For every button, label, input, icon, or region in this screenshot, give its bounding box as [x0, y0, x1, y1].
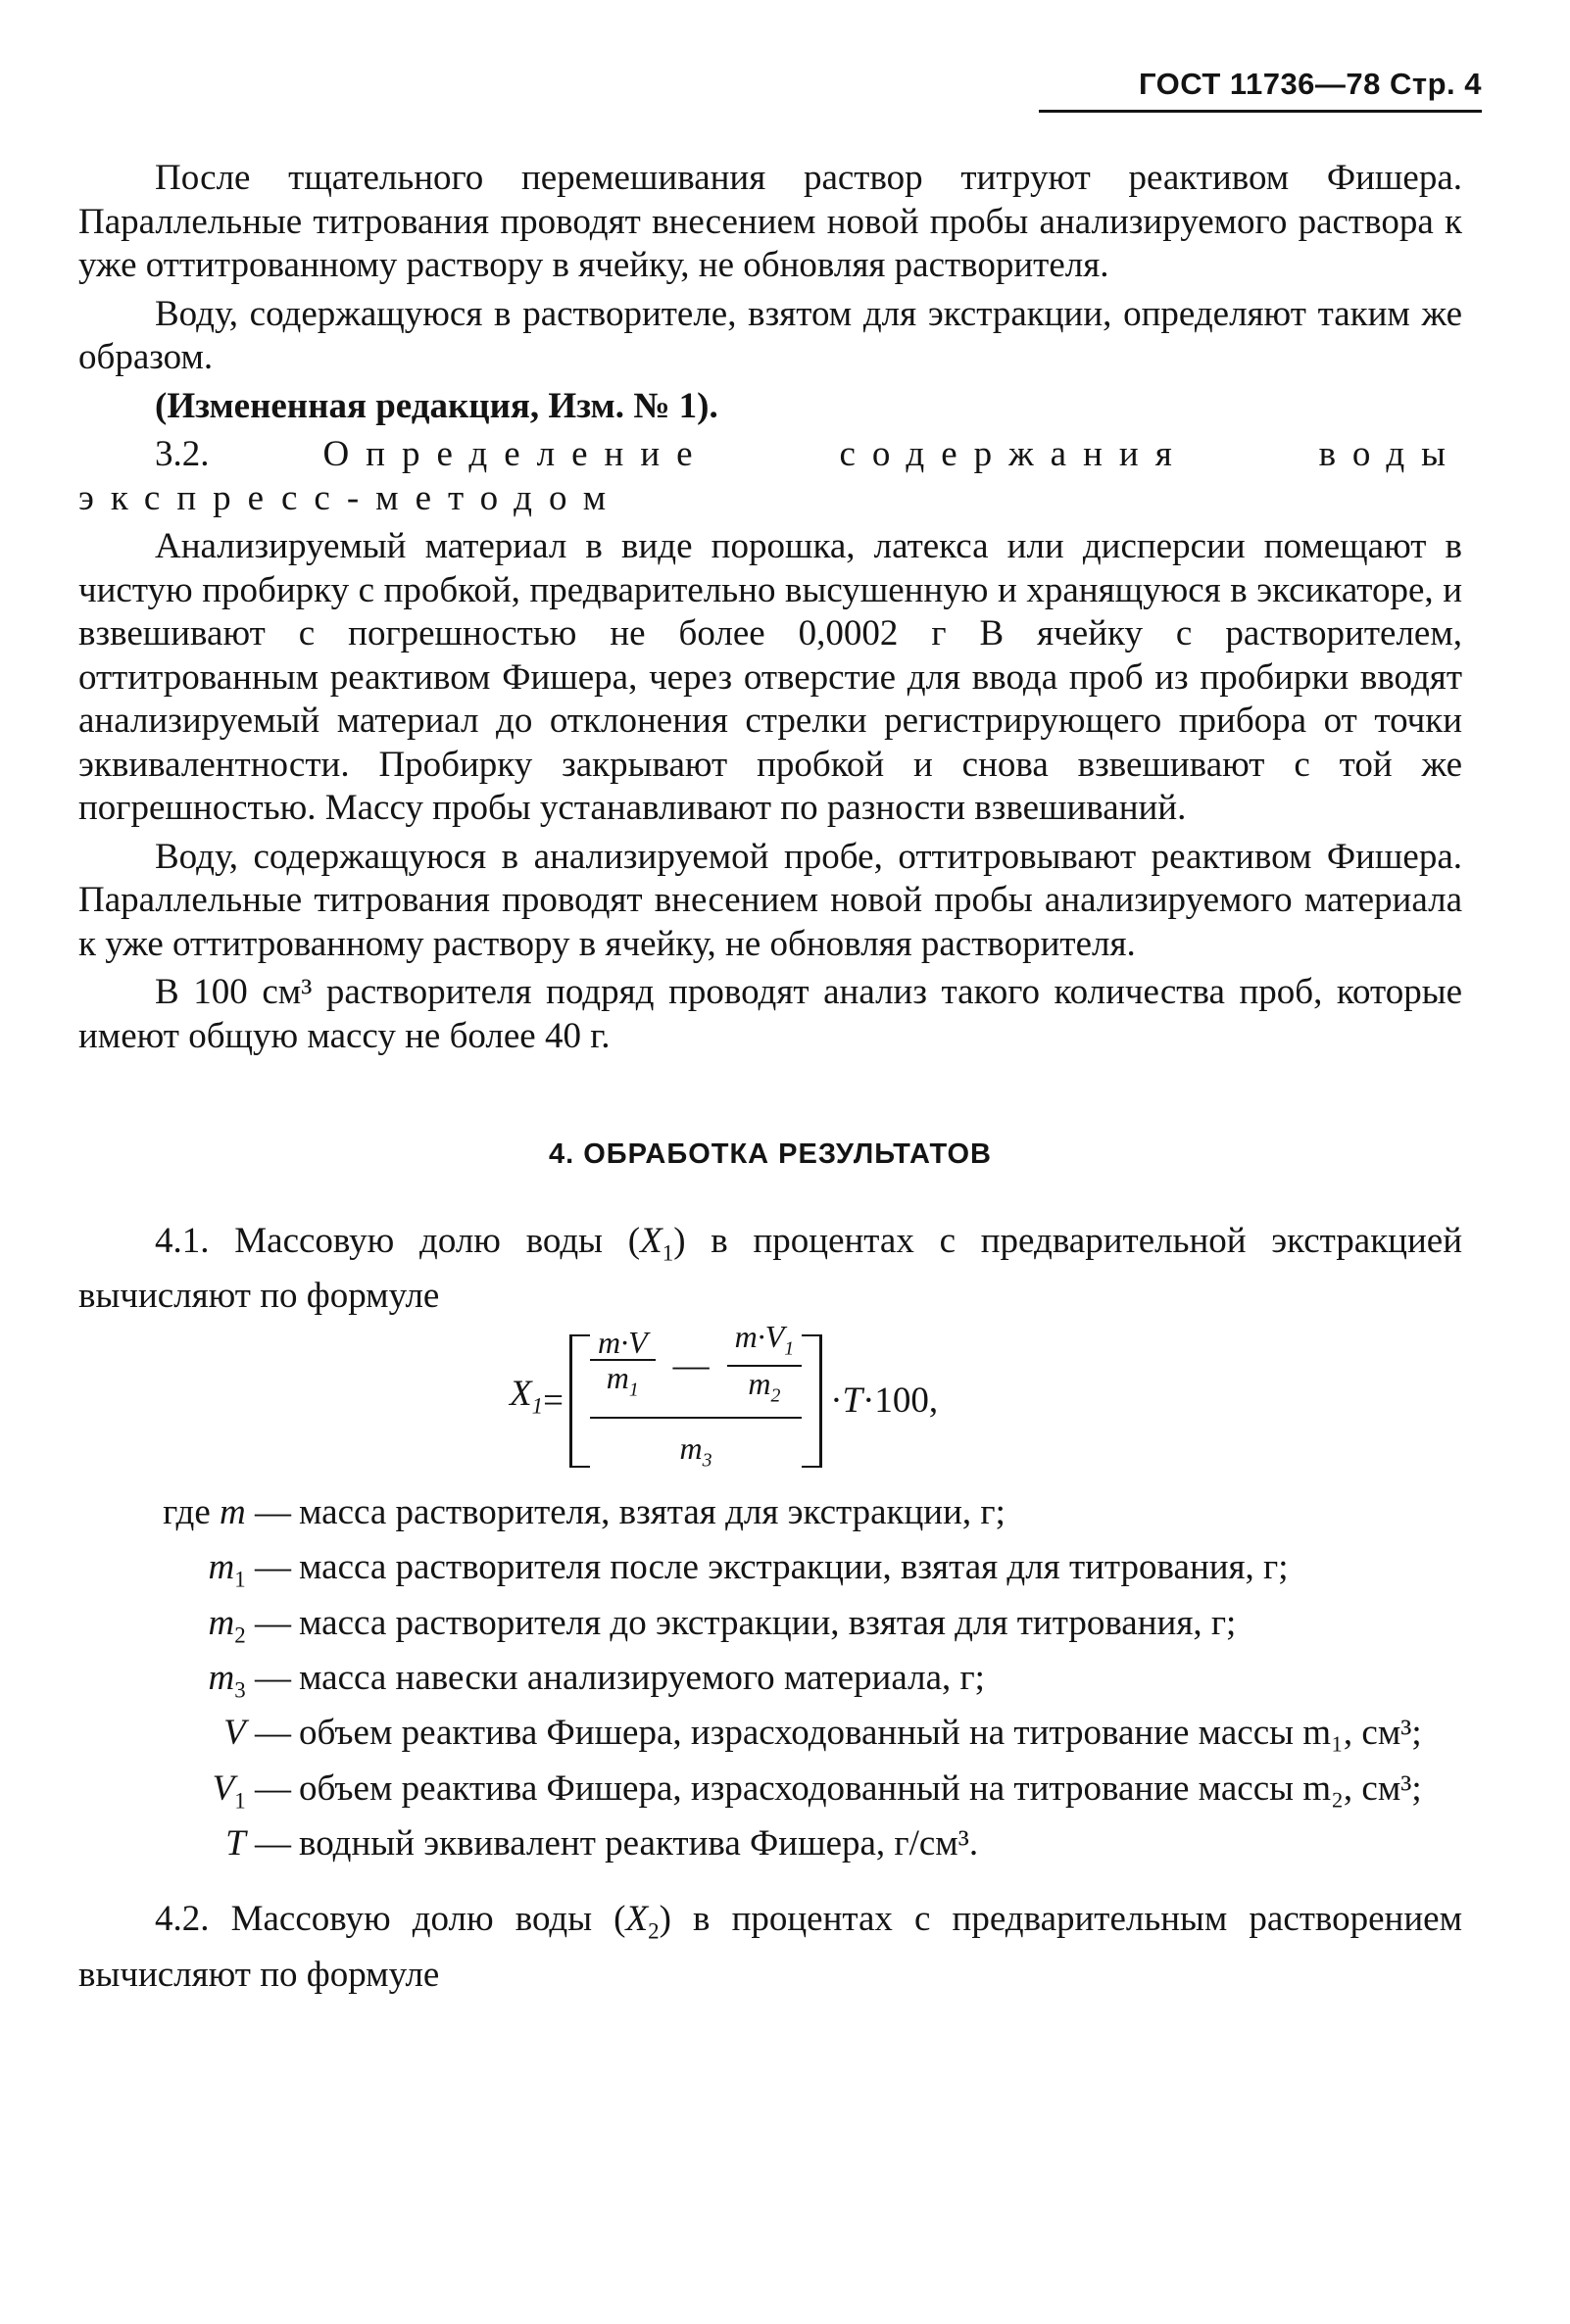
formula-x1	[78, 1319, 1462, 1472]
formula-legend	[78, 1491, 1462, 1878]
fraction-term-1: m·V $m_1$	[590, 1326, 656, 1406]
paragraph-sample-limit: В 100 см³ растворителя подряд проводят анализ такого количества проб, которые имеют общую массу не более 40 г.	[78, 972, 1462, 1056]
formula-big-fraction	[590, 1320, 802, 1482]
formula-lhs: $X_1$	[510, 1374, 544, 1419]
right-bracket	[802, 1334, 822, 1468]
formula-tail: ·T·100,	[830, 1380, 939, 1421]
paragraph-4-1: 4.1. Массовую долю воды $(X_1)$ в процентах с предварительной экстракцией вычисляют по формуле	[78, 1220, 1462, 1317]
section-3-2-number: 3.2.	[155, 434, 210, 474]
formula-equals: =	[543, 1380, 564, 1421]
page-header: ГОСТ 11736—78 Стр. 4	[1039, 67, 1482, 113]
left-bracket	[569, 1334, 590, 1468]
paragraph-sample-titration: Воду, содержащуюся в анализируемой пробе, оттитровывают реактивом Фишера. Параллельные титрования проводят внесением новой пробы анализируемого материала к уже оттитрованному раствору в ячейку, не обновляя растворителя.	[78, 836, 1462, 964]
legend-row: $m_2$ — масса растворителя до экстракции, взятая для титрования, г;	[208, 1602, 1237, 1648]
paragraph-titration: После тщательного перемешивания раствор титруют реактивом Фишера. Параллельные титрования проводят внесением новой пробы анализируемого раствора к уже оттитрованному раствору в ячейку, не обновляя растворителя.	[78, 158, 1462, 285]
legend-intro: где	[163, 1491, 211, 1532]
legend-row: T — водный эквивалент реактива Фишера, г/см³.	[225, 1823, 979, 1864]
amendment-note: (Измененная редакция, Изм. № 1).	[155, 385, 718, 426]
legend-row: $m_1$ — масса растворителя после экстракции, взятая для титрования, г;	[208, 1547, 1289, 1592]
section-4-title: 4. ОБРАБОТКА РЕЗУЛЬТАТОВ	[548, 1138, 993, 1170]
formula-denominator: $m_3$	[590, 1417, 802, 1482]
legend-row: $V_1$ — объем реактива Фишера, израсходованный на титрование массы m₂, см³;	[212, 1767, 1422, 1814]
legend-row: V — объем реактива Фишера, израсходованный на титрование массы m₁, см³;	[223, 1713, 1422, 1754]
paragraph-express-method: Анализируемый материал в виде порошка, латекса или дисперсии помещают в чистую пробирку с пробкой, предварительно высушенную и хранящуюся в эксикаторе, и взвешивают с погрешностью не более 0,0002 г В ячейку с растворителем, оттитрованным реактивом Фишера, через отверстие для ввода проб из пробирки вводят анализируемый материал до отклонения стрелки регистрирующего прибора от точки эквивалентности. Пробирку закрывают пробкой и снова взвешивают с той же погрешностью. Массу пробы устанавливают по разности взвешиваний.	[78, 526, 1462, 828]
section-3-2-heading	[78, 433, 1462, 520]
legend-row: $m_3$ — масса навески анализируемого материала, г;	[208, 1658, 985, 1703]
paragraph-4-2: 4.2. Массовую долю воды $(X_2)$ в процентах с предварительным растворением вычисляют по формуле	[78, 1898, 1462, 1995]
fraction-term-2: $m\cdot V_1$ $m_2$	[727, 1320, 803, 1413]
document-body	[78, 157, 1462, 1997]
paragraph-solvent-water: Воду, содержащуюся в растворителе, взятом для экстракции, определяют таким же образом.	[78, 293, 1462, 377]
formula-minus: —	[672, 1345, 710, 1386]
section-3-2-title: Определение содержания воды экспресс-методом	[78, 434, 1462, 518]
legend-row: где m — масса растворителя, взятая для экстракции, г;	[163, 1491, 1006, 1532]
